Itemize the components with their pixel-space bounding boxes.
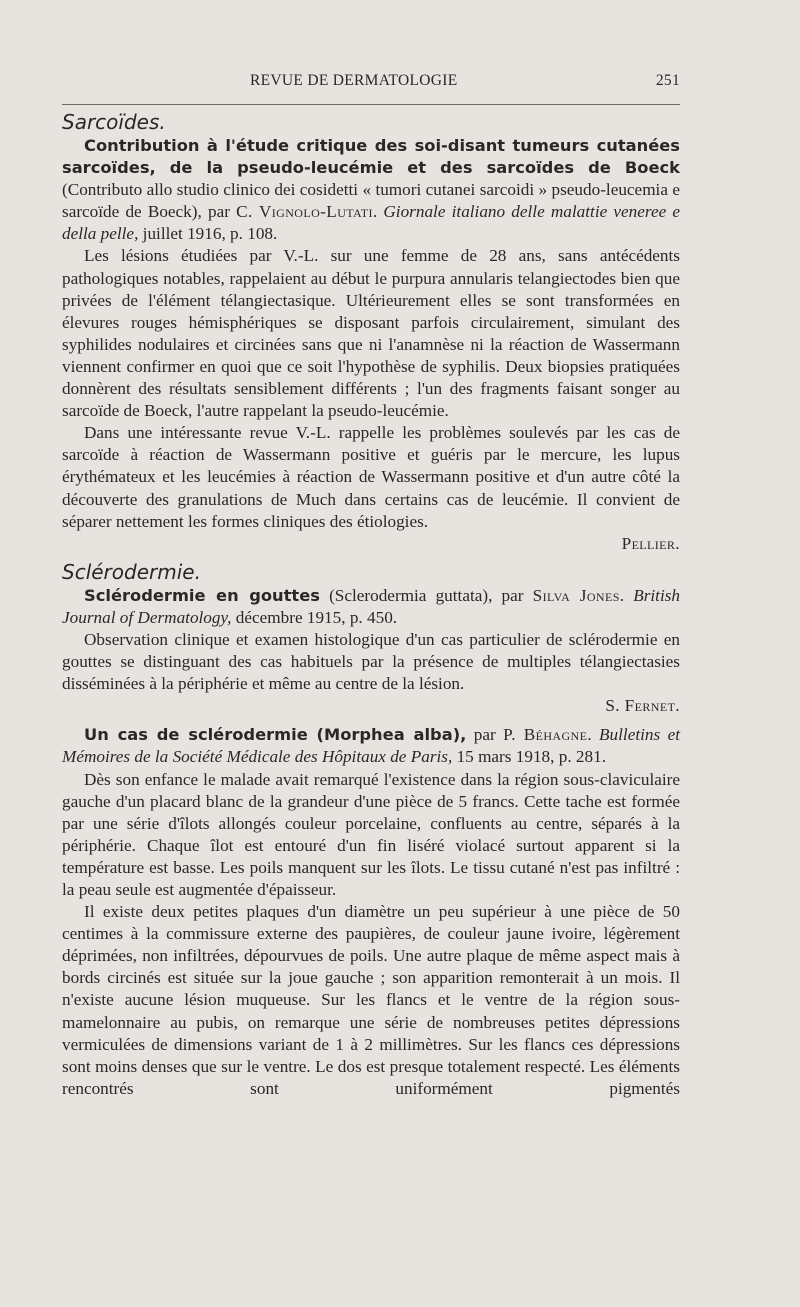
article-date: décembre 1915, p. 450.: [231, 607, 398, 627]
article-subtitle: par: [466, 725, 504, 745]
article-paragraph: Les lésions étudiées par V.-L. sur une femme de 28 ans, sans antécédents pathologiques notables, rappelaient au début le purpura annularis telangiectodes bien que privées de l'élément télangiectasique. Ultérieurement elles se sont transformées en élevures rouges hémisphériques se disposant parfois circulairement, simulant des syphilides nodulaires et circinées sans que ni l'anamnèse ni la réaction de Wassermann viennent confirmer en quoi que ce soit l'hypothèse de syphilis. Deux biopsies pratiquées donnèrent des résultats sensiblement différents ; l'un des fragments faisant songer au sarcoïde de Boeck, l'autre rappelant la pseudo-leucémie.: [62, 246, 680, 421]
section-heading-sarcoides: Sarcoïdes.: [62, 110, 166, 134]
article-citation: [62, 585, 680, 629]
article-title: Contribution à l'étude critique des soi-disant tumeurs cutanées sarcoïdes, de la pseudo-leucémie et des sarcoïdes de Boeck: [62, 136, 680, 178]
article-paragraph: Il existe deux petites plaques d'un diamètre un peu supérieur à une pièce de 50 centimes à la commissure externe des paupières, de couleur jaune ivoire, légèrement déprimées, non infiltrées, dépourvues de poils. Une autre plaque de même aspect mais à bords circinés est située sur la joue gauche ; son apparition remonterait à un mois. Il n'existe aucune lésion muqueuse. Sur les flancs et le ventre de la région sous-mamelonnaire au pubis, on remarque une série de nombreuses petites dépressions vermiculées de dimensions variant de 1 à 2 millimètres. Sur les flancs ces dépressions sont moins denses que sur le ventre. Le dos est presque totalement respecté. Les éléments rencontrés sont uniformément pigmentés: [62, 902, 680, 1098]
article-paragraph: Dès son enfance le malade avait remarqué l'existence dans la région sous-claviculaire gauche d'un placard blanc de la grandeur d'une pièce de 5 francs. Cette tache est formée par une série d'îlots allongés couleur porcelaine, confluents au centre, séparés à la périphérie. Chaque îlot est entouré d'un fin liséré violacé surtout apparent si la température est basse. Les poils manquent sur les îlots. Le tissu cutané n'est pas infiltré : la peau seule est augmentée d'épaisseur.: [62, 769, 680, 899]
article-author: Silva Jones: [532, 585, 620, 605]
article-paragraph: Observation clinique et examen histologique d'un cas particulier de sclérodermie en gouttes se distinguant des cas habituels par la présence de multiples télangiectasies disséminées à la périphérie et même au centre de la lésion.: [62, 629, 680, 694]
article-author: P. Béhagne: [503, 725, 588, 745]
section-heading-sclerodermie: Sclérodermie.: [62, 559, 201, 584]
article-date: juillet 1916, p. 108.: [138, 224, 278, 244]
article-author: C. Vignolo-Lutati: [236, 202, 373, 222]
article-title: Sclérodermie en gouttes: [84, 585, 320, 605]
article-signature: Pellier.: [621, 533, 680, 553]
article-citation: [62, 724, 680, 768]
running-header: [62, 66, 680, 92]
citation-separator: .: [372, 202, 384, 222]
article-subtitle: (Contributo allo studio clinico dei cosidetti « tumori cutanei sarcoidi » pseudo-leucemia e sarcoïde de Boeck), par: [62, 180, 680, 222]
article-date: 15 mars 1918, p. 281.: [452, 747, 607, 767]
article-journal: Giornale italiano delle malattie veneree e della pelle,: [62, 202, 681, 244]
spacer: [62, 717, 680, 724]
article-subtitle: (Sclerodermia guttata), par: [319, 585, 533, 605]
article-signature: S. Fernet.: [605, 696, 680, 716]
article-journal: Bulletins et Mémoires de la Société Médicale des Hôpitaux de Paris,: [62, 725, 680, 767]
citation-separator: .: [587, 725, 600, 745]
header-rule: [62, 104, 680, 105]
article-citation: [62, 135, 680, 245]
journal-header-title: REVUE DE DERMATOLOGIE: [250, 72, 458, 89]
article-paragraph: Dans une intéressante revue V.-L. rappelle les problèmes soulevés par les cas de sarcoïde à réaction de Wassermann positive et guéris par le mercure, les lupus érythémateux et les leucémies à réaction de Wassermann positive et d'un autre côté la découverte des granulations de Much dans certains cas de leucémie. Il convient de séparer nettement les formes cliniques des étiologies.: [62, 423, 680, 531]
article-journal: British Journal of Dermatology,: [62, 585, 681, 627]
citation-separator: .: [619, 585, 634, 605]
page-number: 251: [655, 72, 680, 89]
article-title: Un cas de sclérodermie (Morphea alba),: [84, 725, 467, 745]
page: [62, 66, 680, 1100]
